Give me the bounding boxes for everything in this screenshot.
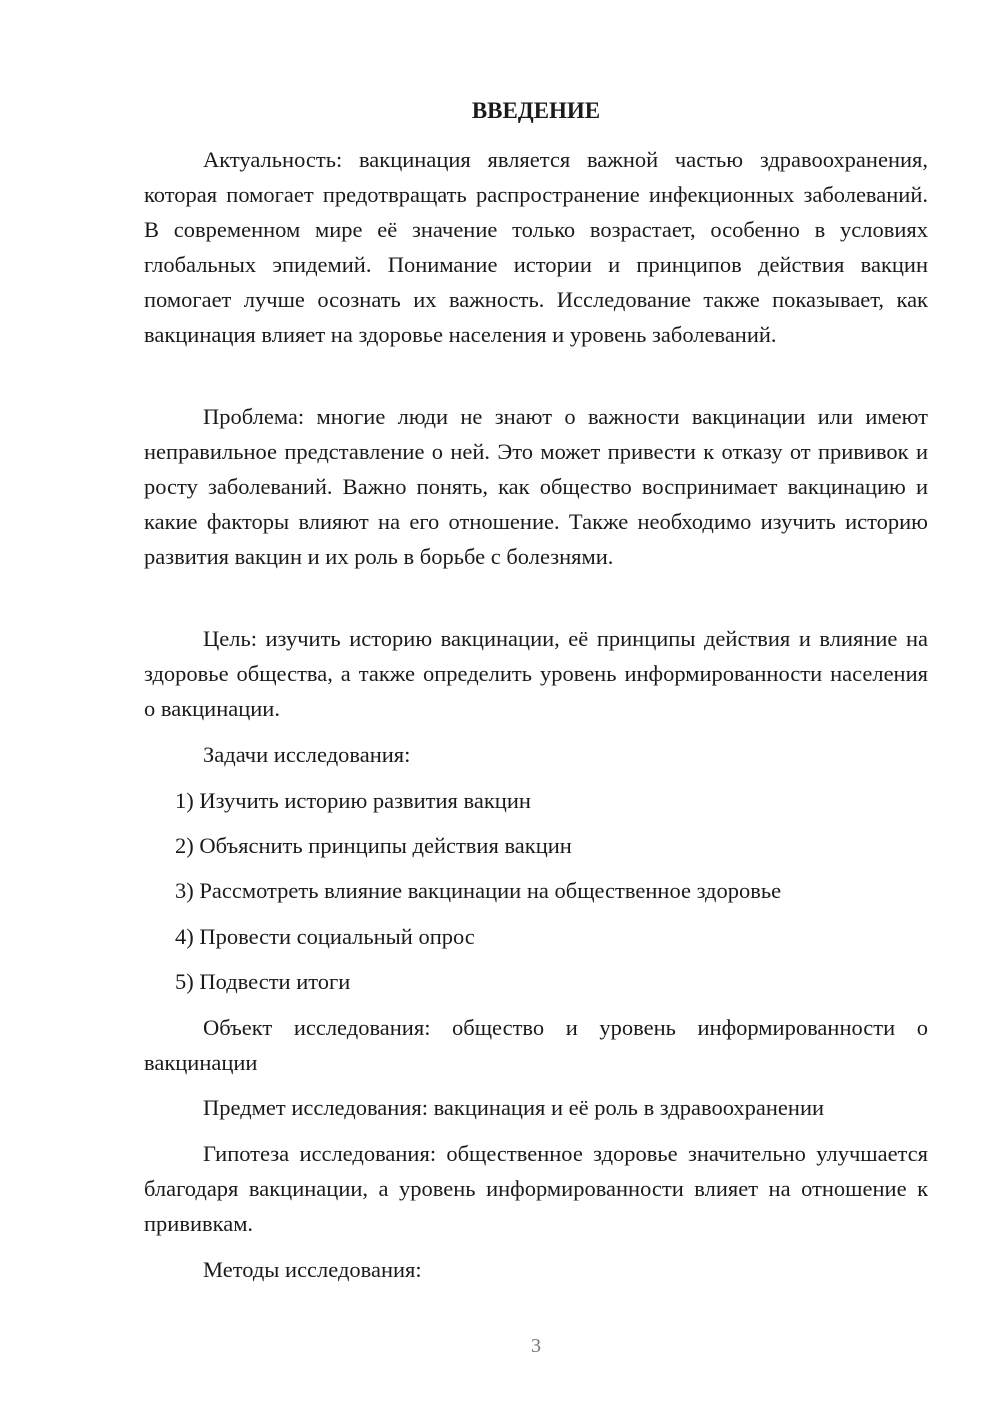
paragraph-object: Объект исследования: общество и уровень информированности о вакцинации: [144, 1015, 928, 1075]
paragraph-goal: Цель: изучить историю вакцинации, её принципы действия и влияние на здоровье общества, а также определить уровень информированности населения о вакцинации.: [144, 626, 928, 721]
page-number: 3: [531, 1335, 541, 1357]
tasks-heading: Задачи исследования:: [203, 742, 411, 767]
paragraph-hypothesis: Гипотеза исследования: общественное здоровье значительно улучшается благодаря вакцинации, а уровень информированности влияет на отношение к прививкам.: [144, 1141, 928, 1236]
paragraph-problem: Проблема: многие люди не знают о важности вакцинации или имеют неправильное представление о ней. Это может привести к отказу от прививок и росту заболеваний. Важно понять, как общество воспринимает вакцинацию и какие факторы влияют на его отношение. Также необходимо изучить историю развития вакцин и их роль в борьбе с болезнями.: [144, 404, 928, 569]
paragraph-subject: Предмет исследования: вакцинация и её роль в здравоохранении: [203, 1095, 825, 1120]
task-item-2: 2) Объяснить принципы действия вакцин: [175, 833, 572, 858]
methods-heading: Методы исследования:: [203, 1257, 422, 1282]
task-item-4: 4) Провести социальный опрос: [175, 924, 475, 949]
paragraph-relevance: Актуальность: вакцинация является важной частью здравоохранения, которая помогает предотвращать распространение инфекционных заболеваний. В современном мире её значение только возрастает, особенно в условиях глобальных эпидемий. Понимание истории и принципов действия вакцин помогает лучше осознать их важность. Исследование также показывает, как вакцинация влияет на здоровье населения и уровень заболеваний.: [144, 147, 928, 347]
task-item-1: 1) Изучить историю развития вакцин: [175, 788, 531, 813]
task-item-3: 3) Рассмотреть влияние вакцинации на общественное здоровье: [175, 878, 782, 903]
task-item-5: 5) Подвести итоги: [175, 969, 351, 994]
page-title: ВВЕДЕНИЕ: [471, 98, 601, 123]
